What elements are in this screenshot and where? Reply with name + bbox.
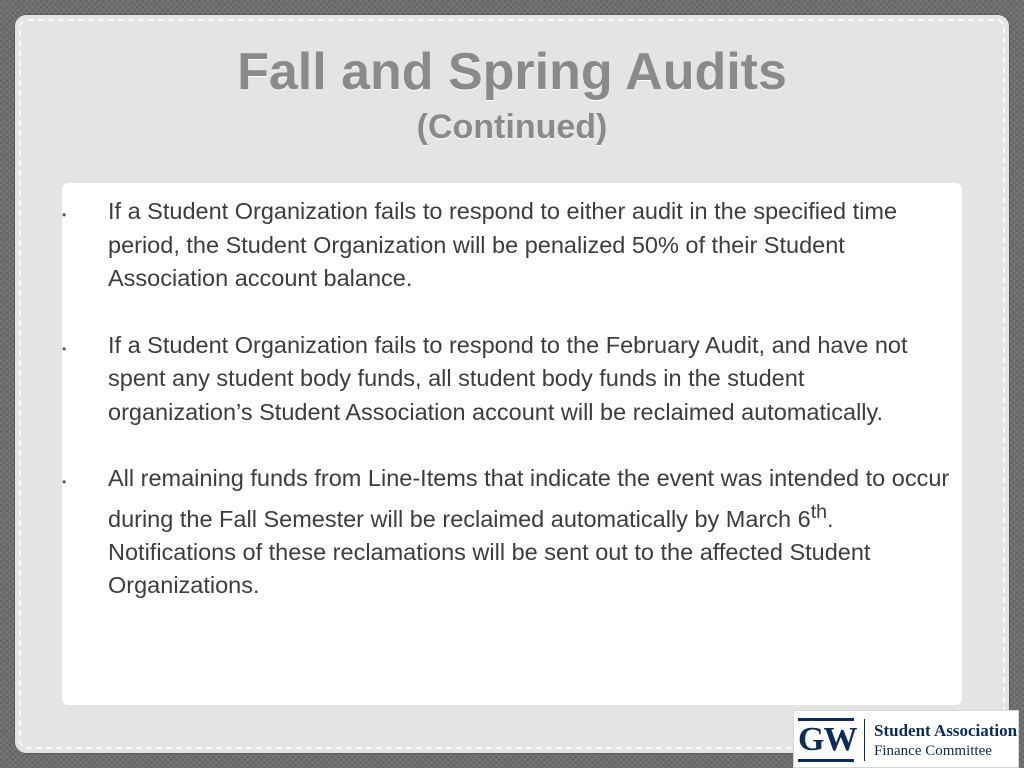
content-panel bbox=[62, 183, 962, 705]
bullet-text-continued: . Notifications of these reclamations will be sent out to the affected Student Organizations. bbox=[108, 505, 871, 599]
bullet-item bbox=[62, 329, 962, 430]
gw-student-association-logo bbox=[793, 710, 1019, 768]
bullet-text-main: If a Student Organization fails to respond to either audit in the specified time period, the Student Organization will be penalized 50% of their Student Association account balance. bbox=[108, 198, 898, 291]
bullet-text bbox=[108, 329, 954, 430]
bullet-dot-icon: • bbox=[62, 341, 67, 356]
bullet-text bbox=[108, 195, 954, 296]
bullet-item bbox=[62, 462, 962, 603]
bullet-text bbox=[108, 462, 954, 603]
slide-title: Fall and Spring Audits bbox=[237, 43, 787, 101]
bullet-item bbox=[62, 195, 962, 296]
bullet-dot-icon: • bbox=[62, 208, 67, 222]
ordinal-superscript: th bbox=[810, 500, 828, 523]
bullet-text-main: All remaining funds from Line-Items that indicate the event was intended to occur during the Fall Semester will be reclaimed automatically by March 6 bbox=[108, 465, 950, 532]
bullet-list bbox=[62, 195, 962, 636]
bullet-dot-icon: • bbox=[62, 475, 67, 489]
gw-monogram-icon: GW bbox=[798, 718, 854, 762]
logo-org-subtitle: Finance Committee bbox=[874, 743, 992, 759]
logo-org-name: Student Association bbox=[874, 721, 1018, 740]
logo-divider bbox=[864, 719, 865, 761]
slide-subtitle: (Continued) bbox=[416, 108, 608, 146]
bullet-text-main: If a Student Organization fails to respond to the February Audit, and have not spent any student body funds, all student body funds in the student organization’s Student Association account will be reclaimed automatically. bbox=[108, 331, 908, 425]
